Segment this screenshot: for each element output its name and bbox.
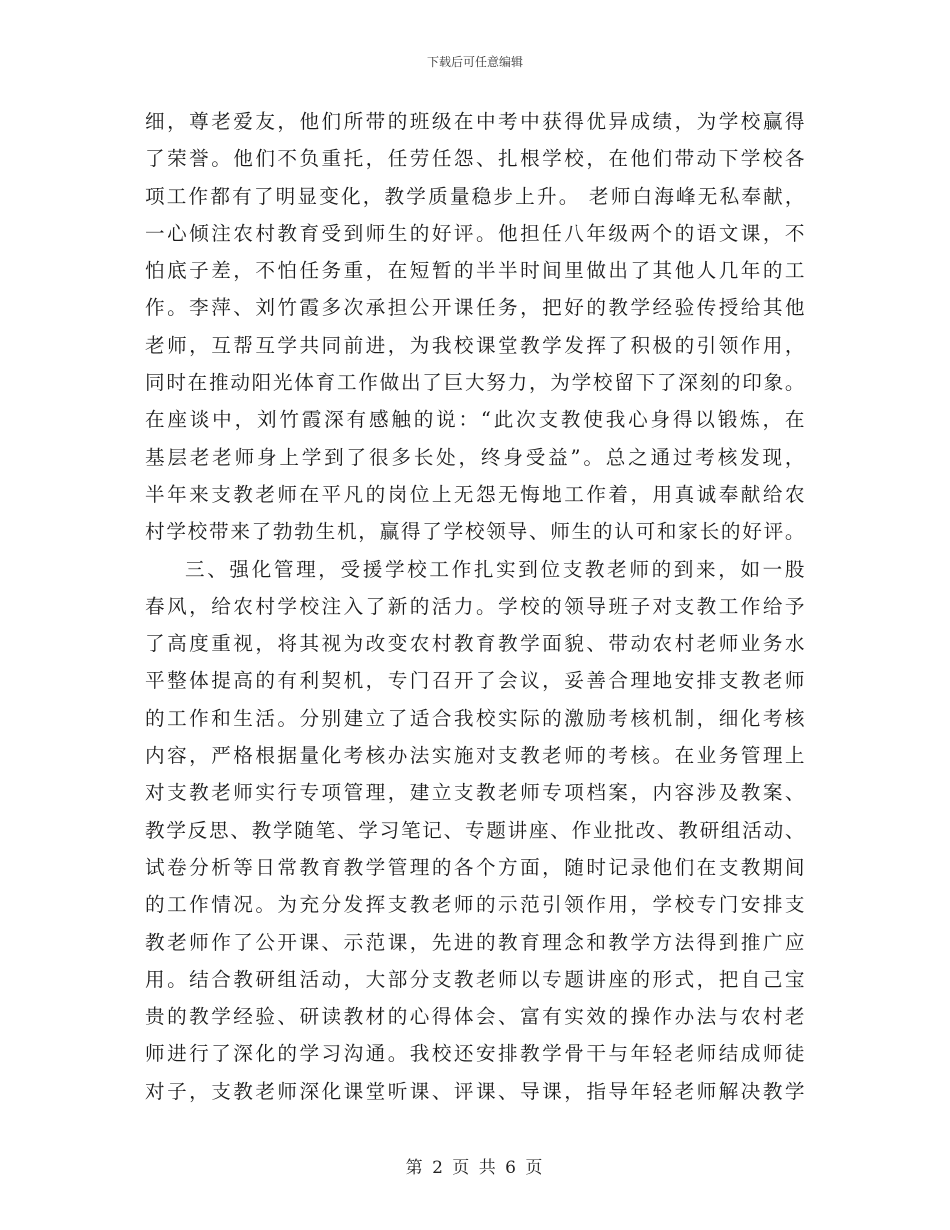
text-line: 贵的教学经验、研读教材的心得体会、富有实效的操作办法与农村老 bbox=[145, 1005, 805, 1029]
text-line: 项工作都有了明显变化，教学质量稳步上升。 老师白海峰无私奉献， bbox=[145, 184, 805, 208]
text-line: 对子，支教老师深化课堂听课、评课、导课，指导年轻老师解决教学 bbox=[145, 1079, 805, 1103]
text-line: 教学反思、教学随笔、学习笔记、专题讲座、作业批改、教研组活动、 bbox=[145, 818, 805, 842]
text-line: 怕底子差，不怕任务重，在短暂的半半时间里做出了其他人几年的工 bbox=[145, 259, 805, 283]
text-line: 细，尊老爱友，他们所带的班级在中考中获得优异成绩，为学校赢得 bbox=[145, 110, 805, 133]
text-line: 的工作和生活。分别建立了适合我校实际的激励考核机制，细化考核 bbox=[145, 706, 805, 730]
text-line: 平整体提高的有利契机，专门召开了会议，妥善合理地安排支教老师 bbox=[145, 669, 805, 693]
text-line: 的工作情况。为充分发挥支教老师的示范引领作用，学校专门安排支 bbox=[145, 893, 805, 917]
paragraph-2 bbox=[145, 551, 805, 1110]
page-header: 下载后可任意编辑 bbox=[426, 55, 523, 69]
text-line: 在座谈中，刘竹霞深有感触的说：“此次支教使我心身得以锻炼，在 bbox=[145, 408, 805, 432]
text-line: 基层老老师身上学到了很多长处，终身受益”。总之通过考核发现， bbox=[145, 445, 805, 469]
paragraph-1 bbox=[145, 103, 805, 551]
text-line: 三、强化管理，受援学校工作扎实到位支教老师的到来，如一股 bbox=[185, 557, 805, 581]
text-line: 了高度重视，将其视为改变农村教育教学面貌、带动农村老师业务水 bbox=[145, 632, 805, 656]
text-line: 春风，给农村学校注入了新的活力。学校的领导班子对支教工作给予 bbox=[145, 594, 805, 618]
text-line: 教老师作了公开课、示范课，先进的教育理念和教学方法得到推广应 bbox=[145, 930, 805, 954]
document-body bbox=[145, 103, 805, 1110]
text-line: 了荣誉。他们不负重托，任劳任怨、扎根学校，在他们带动下学校各 bbox=[145, 147, 805, 171]
text-line: 试卷分析等日常教育教学管理的各个方面，随时记录他们在支教期间 bbox=[145, 855, 805, 879]
text-line: 老师，互帮互学共同前进，为我校课堂教学发挥了积极的引领作用， bbox=[145, 333, 805, 357]
text-line: 村学校带来了勃勃生机，赢得了学校领导、师生的认可和家长的好评。 bbox=[145, 520, 805, 544]
text-line: 作。李萍、刘竹霞多次承担公开课任务，把好的教学经验传授给其他 bbox=[145, 296, 805, 320]
page-number-footer: 第 2 页 共 6 页 bbox=[405, 1158, 545, 1178]
text-line: 半年来支教老师在平凡的岗位上无怨无悔地工作着，用真诚奉献给农 bbox=[145, 482, 805, 506]
text-line: 同时在推动阳光体育工作做出了巨大努力，为学校留下了深刻的印象。 bbox=[145, 371, 805, 395]
text-line: 师进行了深化的学习沟通。我校还安排教学骨干与年轻老师结成师徒 bbox=[145, 1042, 805, 1066]
text-line: 对支教老师实行专项管理，建立支教老师专项档案，内容涉及教案、 bbox=[145, 781, 805, 805]
text-line: 用。结合教研组活动，大部分支教老师以专题讲座的形式，把自己宝 bbox=[145, 967, 805, 991]
text-line: 内容，严格根据量化考核办法实施对支教老师的考核。在业务管理上 bbox=[145, 744, 805, 768]
text-line: 一心倾注农村教育受到师生的好评。他担任八年级两个的语文课，不 bbox=[145, 221, 805, 245]
